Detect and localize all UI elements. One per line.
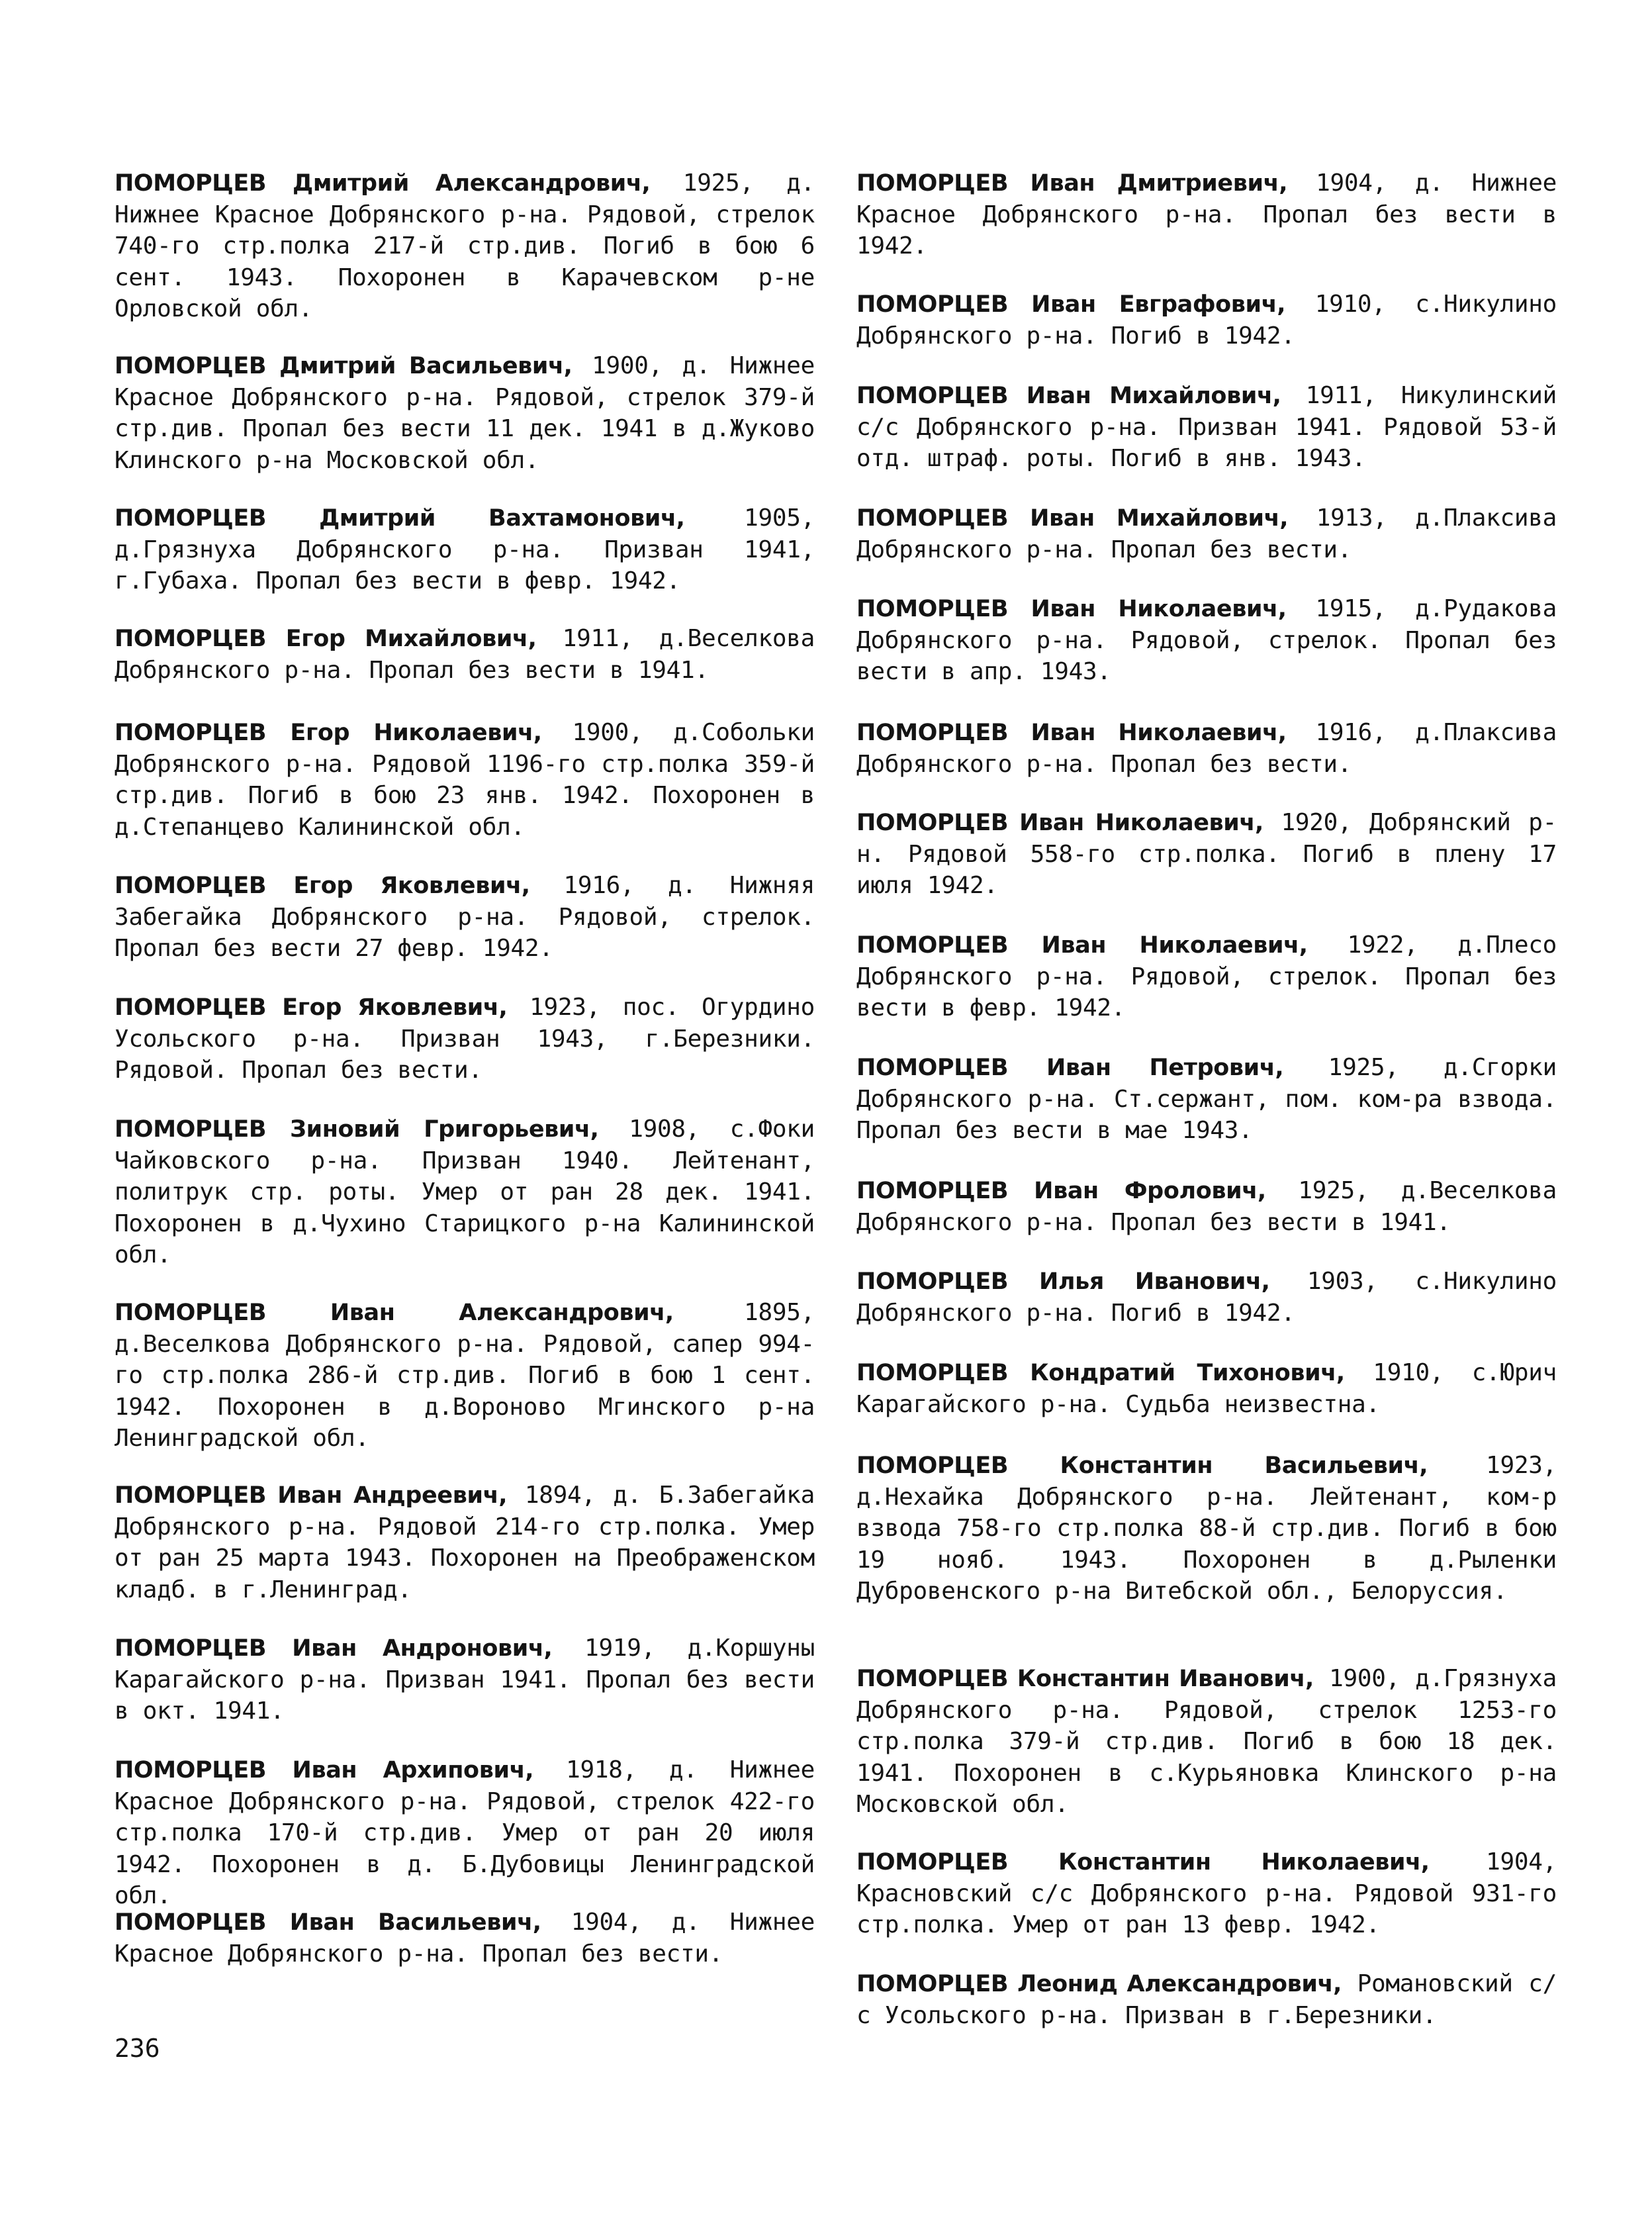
entry: [115, 167, 815, 324]
entry-text: 1916, д.Плаксива Добрянского р-на. Пропал без вести.: [856, 719, 1557, 779]
entry-name: ПОМОРЦЕВ Леонид Александрович,: [856, 1971, 1342, 1997]
entry-name: ПОМОРЦЕВ Иван Архипович,: [115, 1757, 534, 1783]
entry-name: ПОМОРЦЕВ Иван Николаевич,: [856, 932, 1308, 959]
entry-text: 1894, д. Б.Забегайка Добрянского р-на. Рядовой 214-го стр.полка. Умер от ран 25 марта 1943. Похоронен на Преображенском кладб. в г.Ленинград.: [115, 1482, 815, 1603]
entry-text: 1905, д.Грязнуха Добрянского р-на. Призван 1941, г.Губаха. Пропал без вести в февр. 1942.: [115, 504, 815, 595]
entry-name: ПОМОРЦЕВ Иван Петрович,: [856, 1055, 1284, 1081]
entry-name: ПОМОРЦЕВ Дмитрий Васильевич,: [115, 353, 573, 379]
entry-name: ПОМОРЦЕВ Егор Николаевич,: [115, 720, 542, 746]
entry: [115, 1633, 815, 1727]
entry: [856, 717, 1557, 780]
entry: [856, 807, 1557, 902]
entry: [856, 380, 1557, 475]
entry-text: 1904, д. Нижнее Красное Добрянского р-на. Пропал без вести в 1942.: [856, 169, 1557, 260]
entry-text: 1908, с.Фоки Чайковского р-на. Призван 1940. Лейтенант, политрук стр. роты. Умер от ран 28 дек. 1941. Похоронен в д.Чухино Старицкого р-на Калининской обл.: [115, 1116, 815, 1268]
entry-text: 1915, д.Рудакова Добрянского р-на. Рядовой, стрелок. Пропал без вести в апр. 1943.: [856, 595, 1557, 686]
entry-name: ПОМОРЦЕВ Иван Михайлович,: [856, 383, 1281, 409]
entry-text: 1923, д.Нехайка Добрянского р-на. Лейтенант, ком-р взвода 758-го стр.полка 88-й стр.див. Погиб в бою 19 нояб. 1943. Похоронен в д.Рыленки Дубровенского р-на Витебской обл., Белоруссия.: [856, 1452, 1557, 1605]
entry: [115, 623, 815, 686]
entry-name: ПОМОРЦЕВ Иван Васильевич,: [115, 1909, 541, 1936]
entry: [115, 1297, 815, 1454]
entry-text: 1916, д. Нижняя Забегайка Добрянского р-на. Рядовой, стрелок. Пропал без вести 27 февр. 1942.: [115, 872, 815, 963]
entry: [856, 1357, 1557, 1420]
entry-text: 1904, Красновский с/с Добрянского р-на. Рядовой 931-го стр.полка. Умер от ран 13 февр. 1942.: [856, 1848, 1557, 1939]
entry: [856, 1846, 1557, 1941]
entry: [115, 350, 815, 476]
entry-text: 1923, пос. Огурдино Усольского р-на. Призван 1943, г.Березники. Рядовой. Пропал без вести.: [115, 994, 815, 1084]
entry-text: 1903, с.Никулино Добрянского р-на. Погиб в 1942.: [856, 1268, 1557, 1327]
entry-text: Романовский с/с Усольского р-на. Призван в г.Березники.: [856, 1970, 1557, 2030]
entry-text: 1913, д.Плаксива Добрянского р-на. Пропал без вести.: [856, 504, 1557, 564]
entry: [856, 1450, 1557, 1607]
entry: [856, 289, 1557, 352]
entry-name: ПОМОРЦЕВ Егор Яковлевич,: [115, 873, 530, 899]
entry-text: 1900, д.Собольки Добрянского р-на. Рядовой 1196-го стр.полка 359-й стр.див. Погиб в бою 23 янв. 1942. Похоронен в д.Степанцево Калининской обл.: [115, 719, 815, 841]
entry: [115, 1114, 815, 1270]
entry: [856, 593, 1557, 688]
entry: [115, 1907, 815, 1970]
entry: [856, 1663, 1557, 1820]
page-number: 236: [115, 2034, 160, 2063]
entry-name: ПОМОРЦЕВ Иван Михайлович,: [856, 505, 1289, 532]
entry-name: ПОМОРЦЕВ Зиновий Григорьевич,: [115, 1116, 599, 1143]
entry-name: ПОМОРЦЕВ Иван Евграфович,: [856, 291, 1286, 318]
entry: [115, 1480, 815, 1605]
entry-name: ПОМОРЦЕВ Кондратий Тихонович,: [856, 1360, 1345, 1386]
entry-name: ПОМОРЦЕВ Константин Николаевич,: [856, 1849, 1430, 1876]
entry-name: ПОМОРЦЕВ Иван Николаевич,: [856, 720, 1287, 746]
entry-text: 1925, д.Веселкова Добрянского р-на. Пропал без вести в 1941.: [856, 1177, 1557, 1237]
entry: [115, 870, 815, 965]
entry-name: ПОМОРЦЕВ Константин Иванович,: [856, 1666, 1314, 1692]
entry: [856, 929, 1557, 1024]
entry-name: ПОМОРЦЕВ Иван Андреевич,: [115, 1482, 508, 1509]
entry-name: ПОМОРЦЕВ Иван Дмитриевич,: [856, 170, 1288, 197]
entry-text: 1900, д. Нижнее Красное Добрянского р-на. Рядовой, стрелок 379-й стр.див. Пропал без вести 11 дек. 1941 в д.Жуково Клинского р-на Московской обл.: [115, 352, 815, 474]
entry: [856, 1052, 1557, 1147]
entry-name: ПОМОРЦЕВ Дмитрий Александрович,: [115, 170, 651, 197]
entry-name: ПОМОРЦЕВ Иван Андронович,: [115, 1635, 553, 1662]
entry-name: ПОМОРЦЕВ Константин Васильевич,: [856, 1452, 1428, 1479]
entry: [856, 1175, 1557, 1238]
entry-name: ПОМОРЦЕВ Дмитрий Вахтамонович,: [115, 505, 685, 532]
entry: [115, 992, 815, 1086]
entry-text: 1925, д. Нижнее Красное Добрянского р-на. Рядовой, стрелок 740-го стр.полка 217-й стр.див. Погиб в бою 6 сент. 1943. Похоронен в Карачевском р-не Орловской обл.: [115, 169, 815, 322]
entry-text: 1922, д.Плесо Добрянского р-на. Рядовой, стрелок. Пропал без вести в февр. 1942.: [856, 931, 1557, 1022]
entry: [856, 167, 1557, 262]
entry-text: 1925, д.Сгорки Добрянского р-на. Ст.сержант, пом. ком-ра взвода. Пропал без вести в мае 1943.: [856, 1054, 1557, 1145]
entry: [856, 1266, 1557, 1329]
entry-text: 1918, д. Нижнее Красное Добрянского р-на. Рядовой, стрелок 422-го стр.полка 170-й стр.див. Умер от ран 20 июля 1942. Похоронен в д. Б.Дубовицы Ленинградской обл.: [115, 1756, 815, 1909]
entry-text: 1919, д.Коршуны Карагайского р-на. Призван 1941. Пропал без вести в окт. 1941.: [115, 1635, 815, 1725]
entry-name: ПОМОРЦЕВ Илья Иванович,: [856, 1268, 1270, 1295]
entry-name: ПОМОРЦЕВ Иван Александрович,: [115, 1300, 674, 1326]
entry: [115, 717, 815, 843]
entry-text: 1904, д. Нижнее Красное Добрянского р-на. Пропал без вести.: [115, 1909, 815, 1968]
entry: [856, 502, 1557, 565]
entry-name: ПОМОРЦЕВ Иван Николаевич,: [856, 596, 1287, 622]
entry-text: 1911, Никулинский с/с Добрянского р-на. Призван 1941. Рядовой 53-й отд. штраф. роты. Погиб в янв. 1943.: [856, 382, 1557, 473]
entry-name: ПОМОРЦЕВ Егор Яковлевич,: [115, 994, 508, 1021]
entry-text: 1910, с.Никулино Добрянского р-на. Погиб в 1942.: [856, 291, 1557, 350]
entry: [856, 1968, 1557, 2031]
entry-text: 1920, Добрянский р-н. Рядовой 558-го стр.полка. Погиб в плену 17 июля 1942.: [856, 809, 1557, 900]
entry-text: 1895, д.Веселкова Добрянского р-на. Рядовой, сапер 994-го стр.полка 286-й стр.див. Погиб в бою 1 сент. 1942. Похоронен в д.Вороново Мгинского р-на Ленинградской обл.: [115, 1299, 815, 1452]
entry-name: ПОМОРЦЕВ Иван Фролович,: [856, 1178, 1266, 1204]
entry-text: 1900, д.Грязнуха Добрянского р-на. Рядовой, стрелок 1253-го стр.полка 379-й стр.див. Погиб в бою 18 дек. 1941. Похоронен в с.Курьяновка Клинского р-на Московской обл.: [856, 1665, 1557, 1818]
entry: [115, 502, 815, 597]
entry-name: ПОМОРЦЕВ Иван Николаевич,: [856, 810, 1263, 836]
entry-name: ПОМОРЦЕВ Егор Михайлович,: [115, 626, 537, 652]
entry-text: 1910, с.Юрич Карагайского р-на. Судьба неизвестна.: [856, 1359, 1557, 1419]
entry: [115, 1754, 815, 1911]
entry-text: 1911, д.Веселкова Добрянского р-на. Пропал без вести в 1941.: [115, 625, 815, 685]
